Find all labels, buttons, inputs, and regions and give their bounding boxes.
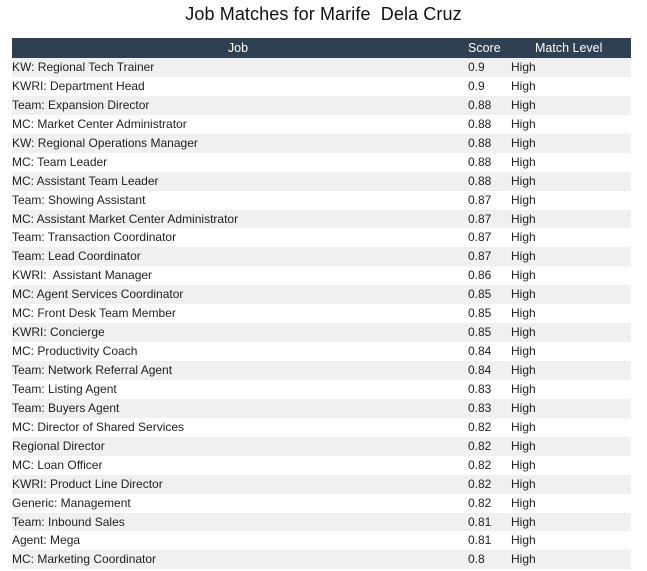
cell-score: 0.82	[468, 476, 492, 491]
cell-match-level: High	[511, 154, 536, 169]
cell-job: KW: Regional Tech Trainer	[12, 60, 155, 74]
cell-job: MC: Front Desk Team Member	[12, 306, 176, 321]
cell-job: Team: Transaction Coordinator	[12, 230, 177, 245]
table-row	[12, 285, 631, 304]
cell-job: Team: Buyers Agent	[12, 400, 120, 415]
cell-match-level: High	[511, 344, 536, 359]
table-header	[12, 38, 631, 58]
table-row	[12, 361, 631, 380]
column-header-job: Job	[227, 41, 249, 55]
cell-match-level: High	[511, 249, 536, 264]
cell-match-level: High	[511, 438, 536, 453]
table-row	[12, 172, 631, 191]
cell-match-level: High	[511, 268, 536, 283]
cell-score: 0.82	[468, 438, 492, 453]
cell-job: Regional Director	[12, 438, 105, 453]
cell-match-level: High	[511, 211, 536, 226]
cell-score: 0.87	[468, 230, 492, 245]
cell-match-level: High	[511, 287, 536, 302]
table-row	[12, 437, 631, 456]
cell-score: 0.84	[468, 363, 492, 377]
cell-job: MC: Assistant Market Center Administrator	[12, 211, 239, 226]
cell-match-level: High	[511, 533, 536, 548]
cell-match-level: High	[511, 78, 536, 93]
cell-score: 0.87	[468, 192, 492, 207]
cell-score: 0.84	[468, 344, 492, 359]
cell-match-level: High	[511, 476, 536, 491]
cell-job: MC: Loan Officer	[12, 457, 103, 472]
cell-match-level: High	[511, 173, 536, 188]
table-row	[12, 247, 631, 266]
table-row	[12, 399, 631, 418]
table-row	[12, 210, 631, 229]
cell-job: Team: Inbound Sales	[12, 514, 125, 529]
table-row	[12, 456, 631, 475]
cell-job: KWRI: Concierge	[12, 325, 105, 340]
cell-job: Team: Listing Agent	[12, 381, 117, 396]
cell-score: 0.88	[468, 154, 492, 169]
table-row	[12, 96, 631, 115]
cell-match-level: High	[511, 97, 536, 112]
cell-job: Team: Expansion Director	[12, 97, 150, 112]
cell-job: Team: Showing Assistant	[12, 192, 146, 207]
cell-score: 0.87	[468, 249, 492, 264]
table-row	[12, 531, 631, 550]
cell-match-level: High	[511, 60, 536, 74]
table-row	[12, 380, 631, 399]
cell-score: 0.83	[468, 381, 492, 396]
cell-score: 0.85	[468, 306, 492, 321]
cell-match-level: High	[511, 514, 536, 529]
table-row	[12, 418, 631, 437]
cell-match-level: High	[511, 457, 536, 472]
cell-score: 0.88	[468, 97, 492, 112]
table-row	[12, 134, 631, 153]
job-matches-table	[12, 38, 631, 569]
cell-score: 0.88	[468, 135, 492, 150]
cell-match-level: High	[511, 306, 536, 321]
table-row	[12, 228, 631, 247]
column-header-match-level: Match Level	[535, 41, 603, 55]
page-title: Job Matches for Marife Dela Cruz	[185, 4, 462, 24]
cell-score: 0.85	[468, 287, 492, 302]
cell-match-level: High	[511, 381, 536, 396]
table-row	[12, 513, 631, 532]
cell-job: KW: Regional Operations Manager	[12, 135, 198, 150]
table-row	[12, 494, 631, 513]
cell-match-level: High	[511, 495, 536, 510]
cell-score: 0.9	[468, 78, 485, 93]
cell-job: MC: Assistant Team Leader	[12, 173, 159, 188]
cell-score: 0.82	[468, 419, 492, 434]
cell-job: MC: Team Leader	[12, 154, 108, 169]
table-row	[12, 304, 631, 323]
cell-score: 0.86	[468, 268, 492, 283]
cell-score: 0.88	[468, 116, 492, 131]
cell-score: 0.9	[468, 60, 485, 74]
table-row	[12, 323, 631, 342]
cell-score: 0.85	[468, 325, 492, 340]
cell-match-level: High	[511, 192, 536, 207]
cell-job: MC: Productivity Coach	[12, 344, 138, 359]
cell-job: MC: Agent Services Coordinator	[12, 287, 184, 302]
cell-job: Team: Network Referral Agent	[12, 363, 173, 377]
cell-job: Agent: Mega	[12, 533, 81, 548]
cell-job: KWRI: Product Line Director	[12, 476, 163, 491]
table-row	[12, 342, 631, 361]
cell-match-level: High	[511, 230, 536, 245]
cell-job: MC: Market Center Administrator	[12, 116, 187, 131]
cell-match-level: High	[511, 419, 536, 434]
table-row	[12, 77, 631, 96]
cell-score: 0.88	[468, 173, 492, 188]
cell-match-level: High	[511, 116, 536, 131]
column-header-score: Score	[468, 41, 501, 55]
table-body	[12, 58, 631, 569]
cell-job: MC: Director of Shared Services	[12, 419, 185, 434]
cell-match-level: High	[511, 552, 536, 567]
table-row	[12, 550, 631, 569]
cell-job: KWRI: Assistant Manager	[12, 268, 153, 283]
table-row	[12, 266, 631, 285]
cell-match-level: High	[511, 135, 536, 150]
cell-score: 0.87	[468, 211, 492, 226]
table-row	[12, 115, 631, 134]
cell-match-level: High	[511, 400, 536, 415]
cell-match-level: High	[511, 325, 536, 340]
cell-score: 0.82	[468, 495, 492, 510]
cell-score: 0.8	[468, 552, 485, 567]
cell-score: 0.81	[468, 514, 492, 529]
cell-match-level: High	[511, 363, 536, 377]
cell-job: Generic: Management	[12, 495, 131, 510]
table-row	[12, 191, 631, 210]
cell-score: 0.83	[468, 400, 492, 415]
cell-score: 0.81	[468, 533, 492, 548]
cell-job: Team: Lead Coordinator	[12, 249, 141, 264]
cell-job: KWRI: Department Head	[12, 78, 145, 93]
table-row	[12, 475, 631, 494]
table-row	[12, 58, 631, 77]
cell-score: 0.82	[468, 457, 492, 472]
table-row	[12, 153, 631, 172]
cell-job: MC: Marketing Coordinator	[12, 552, 157, 567]
